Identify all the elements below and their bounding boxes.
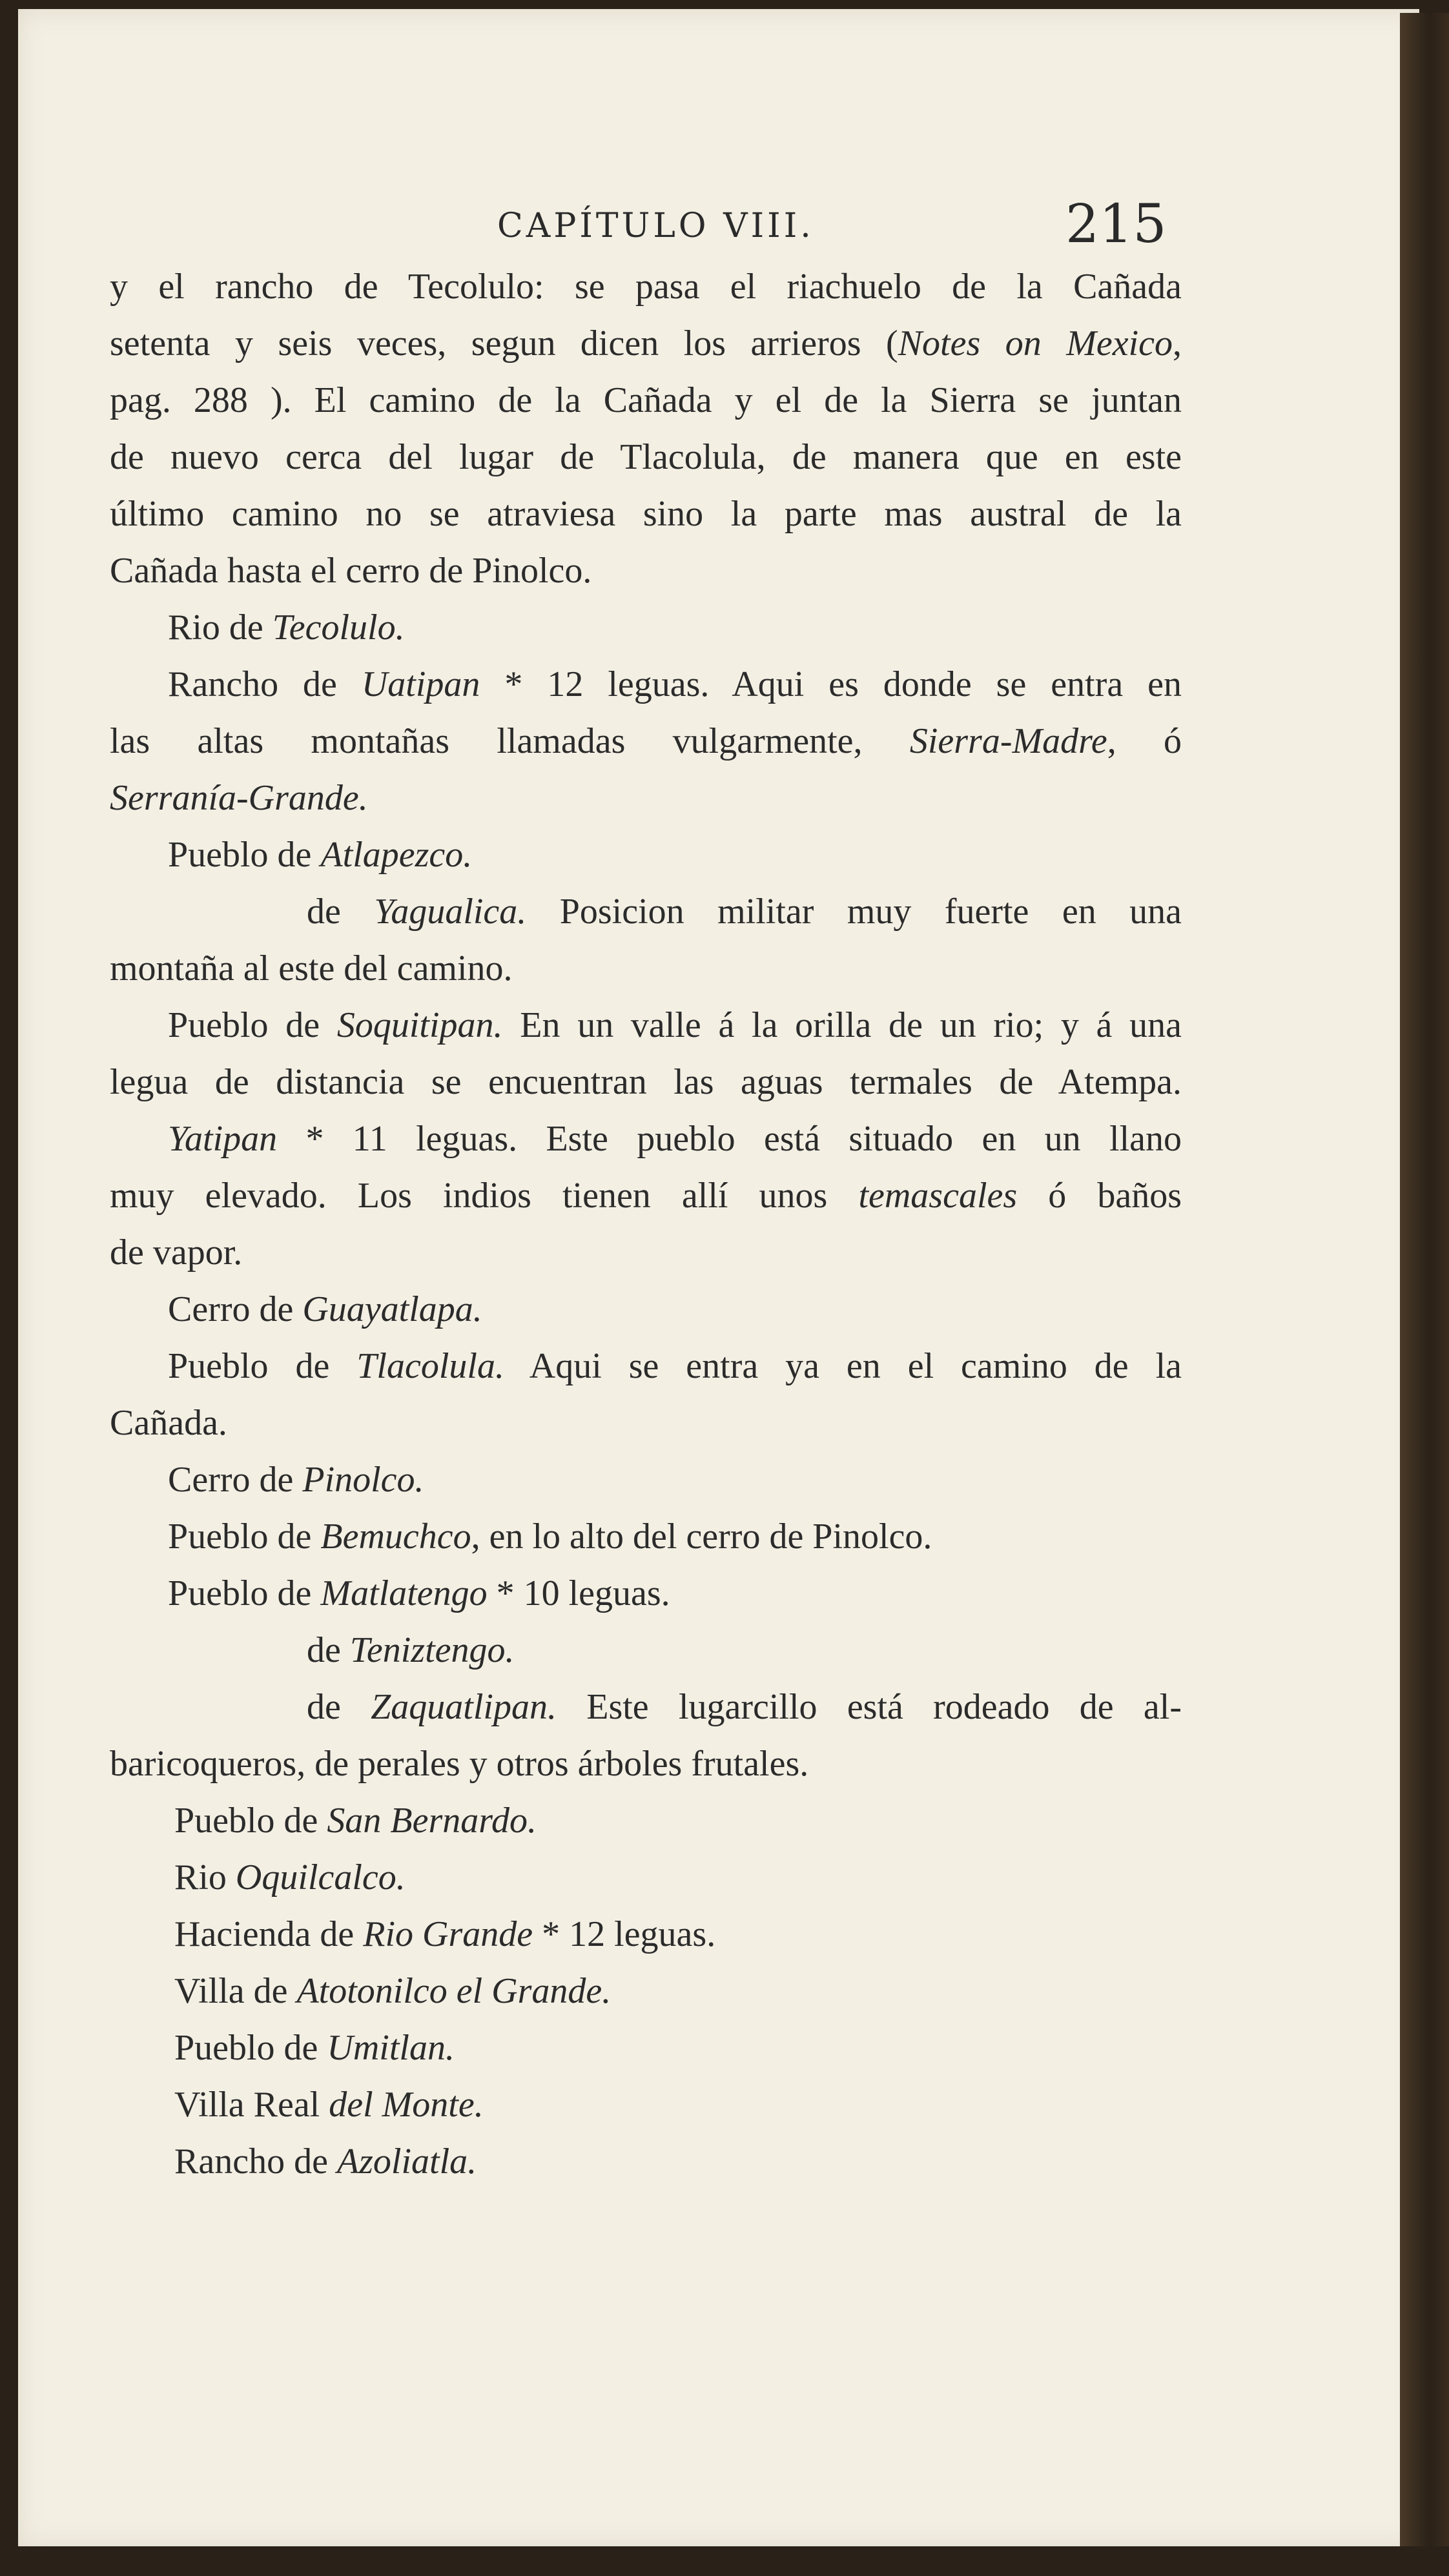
text-line: las altas montañas llamadas vulgarmente, Sierra-Madre, ó — [110, 721, 1182, 761]
entry-umitlan: Pueblo de Umitlan. — [174, 2028, 455, 2068]
text-line: Cañada hasta el cerro de Pinolco. — [110, 551, 592, 591]
entry-zaquatlipan: de Zaquatlipan. Este lugarcillo está rodeado de al- — [307, 1687, 1182, 1727]
text-line: último camino no se atraviesa sino la parte mas austral de la — [110, 494, 1182, 534]
text-line: Cañada. — [110, 1403, 227, 1443]
text-line: muy elevado. Los indios tienen allí unos temascales ó baños — [110, 1176, 1182, 1216]
entry-matlatengo: Pueblo de Matlatengo * 10 leguas. — [168, 1573, 670, 1613]
text-line: Serranía-Grande. — [110, 778, 368, 818]
page-text — [110, 258, 1182, 2190]
entry-san-bernardo: Pueblo de San Bernardo. — [174, 1801, 537, 1841]
text-line: de nuevo cerca del lugar de Tlacolula, de manera que en este — [110, 437, 1182, 477]
entry-teniztengo: de Teniztengo. — [307, 1630, 515, 1670]
page-number: 215 — [1065, 194, 1167, 255]
entry-guayatlapa: Cerro de Guayatlapa. — [168, 1289, 482, 1329]
page-header — [0, 194, 1401, 255]
page-bottom-edge — [0, 2546, 1449, 2576]
entry-azoliatla: Rancho de Azoliatla. — [174, 2142, 477, 2182]
running-head: CAPÍTULO VIII. — [497, 207, 814, 245]
entry-rancho-uatipan: Rancho de Uatipan * 12 leguas. Aqui es donde se entra en — [168, 664, 1182, 704]
text-line: montaña al este del camino. — [110, 948, 513, 988]
text-line: de vapor. — [110, 1232, 243, 1273]
text-line: setenta y seis veces, segun dicen los arrieros (Notes on Mexico, — [110, 323, 1182, 363]
entry-soquitipan: Pueblo de Soquitipan. En un valle á la orilla de un rio; y á una — [168, 1005, 1182, 1045]
entry-rio-grande: Hacienda de Rio Grande * 12 leguas. — [174, 1914, 716, 1954]
entry-atlapezco: Pueblo de Atlapezco. — [168, 835, 473, 875]
entry-yatipan: Yatipan * 11 leguas. Este pueblo está situado en un llano — [168, 1119, 1182, 1159]
entry-tlacolula: Pueblo de Tlacolula. Aqui se entra ya en el camino de la — [168, 1346, 1182, 1386]
text-line: legua de distancia se encuentran las aguas termales de Atempa. — [110, 1062, 1182, 1102]
entry-rio-tecolulo: Rio de Tecolulo. — [168, 608, 405, 648]
entry-atotonilco: Villa de Atotonilco el Grande. — [174, 1971, 611, 2011]
entry-del-monte: Villa Real del Monte. — [174, 2085, 484, 2125]
text-line: y el rancho de Tecolulo: se pasa el riachuelo de la Cañada — [110, 267, 1182, 307]
entry-oquilcalco: Rio Oquilcalco. — [174, 1857, 406, 1897]
entry-yagualica: de Yagualica. Posicion militar muy fuerte en una — [307, 892, 1182, 932]
text-line: baricoqueros, de perales y otros árboles frutales. — [110, 1744, 809, 1784]
entry-pinolco: Cerro de Pinolco. — [168, 1460, 424, 1500]
text-line: pag. 288 ). El camino de la Cañada y el de la Sierra se juntan — [110, 380, 1182, 420]
book-spine — [1400, 13, 1449, 2576]
entry-bemuchco: Pueblo de Bemuchco, en lo alto del cerro de Pinolco. — [168, 1517, 932, 1557]
